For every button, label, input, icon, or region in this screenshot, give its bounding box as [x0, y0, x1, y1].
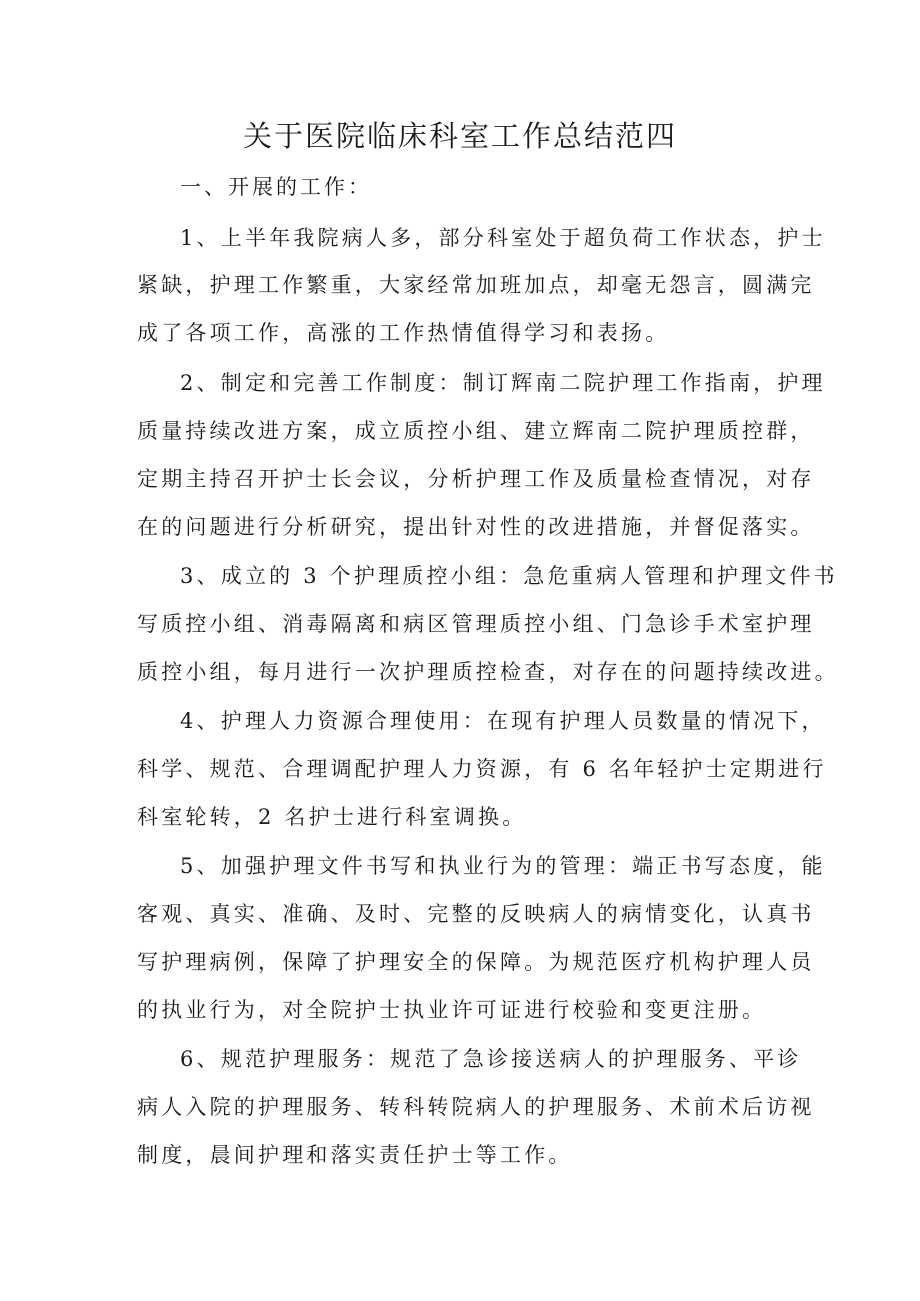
- section-heading: 一、开展的工作：: [180, 175, 372, 199]
- paragraph-5-line-1: 5、加强护理文件书写和执业行为的管理：端正书写态度，能: [180, 854, 826, 878]
- paragraph-3-line-2: 写质控小组、消毒隔离和病区管理质控小组、门急诊手术室护理: [137, 612, 815, 636]
- paragraph-1-line-2: 紧缺，护理工作繁重，大家经常加班加点，却毫无怨言，圆满完: [137, 273, 815, 297]
- paragraph-6-line-2: 病人入院的护理服务、转科转院病人的护理服务、术前术后访视: [137, 1095, 815, 1119]
- paragraph-5-line-4: 的执业行为，对全院护士执业许可证进行校验和变更注册。: [137, 998, 767, 1022]
- paragraph-2-line-2: 质量持续改进方案，成立质控小组、建立辉南二院护理质控群，: [137, 419, 815, 443]
- paragraph-5-line-2: 客观、真实、准确、及时、完整的反映病人的病情变化，认真书: [137, 902, 815, 926]
- paragraph-1-line-1: 1、上半年我院病人多，部分科室处于超负荷工作状态，护士: [180, 226, 826, 250]
- paragraph-4-line-2: 科学、规范、合理调配护理人力资源，有 6 名年轻护士定期进行: [137, 757, 827, 781]
- paragraph-2-line-3: 定期主持召开护士长会议，分析护理工作及质量检查情况，对存: [137, 467, 815, 491]
- paragraph-2-line-4: 在的问题进行分析研究，提出针对性的改进措施，并督促落实。: [137, 515, 815, 539]
- paragraph-3-line-3: 质控小组，每月进行一次护理质控检查，对存在的问题持续改进。: [137, 660, 839, 684]
- paragraph-1-line-3: 成了各项工作，高涨的工作热情值得学习和表扬。: [137, 321, 670, 345]
- paragraph-6-line-1: 6、规范护理服务：规范了急诊接送病人的护理服务、平诊: [180, 1047, 802, 1071]
- paragraph-5-line-3: 写护理病例，保障了护理安全的保障。为规范医疗机构护理人员: [137, 950, 815, 974]
- paragraph-4-line-3: 科室轮转，2 名护士进行科室调换。: [137, 805, 527, 829]
- paragraph-4-line-1: 4、护理人力资源合理使用：在现有护理人员数量的情况下，: [180, 709, 826, 733]
- document-title: 关于医院临床科室工作总结范四: [242, 119, 677, 153]
- paragraph-2-line-1: 2、制定和完善工作制度：制订辉南二院护理工作指南，护理: [180, 371, 826, 395]
- paragraph-6-line-3: 制度，晨间护理和落实责任护士等工作。: [137, 1143, 573, 1167]
- paragraph-3-line-1: 3、成立的 3 个护理质控小组：急危重病人管理和护理文件书: [180, 564, 838, 588]
